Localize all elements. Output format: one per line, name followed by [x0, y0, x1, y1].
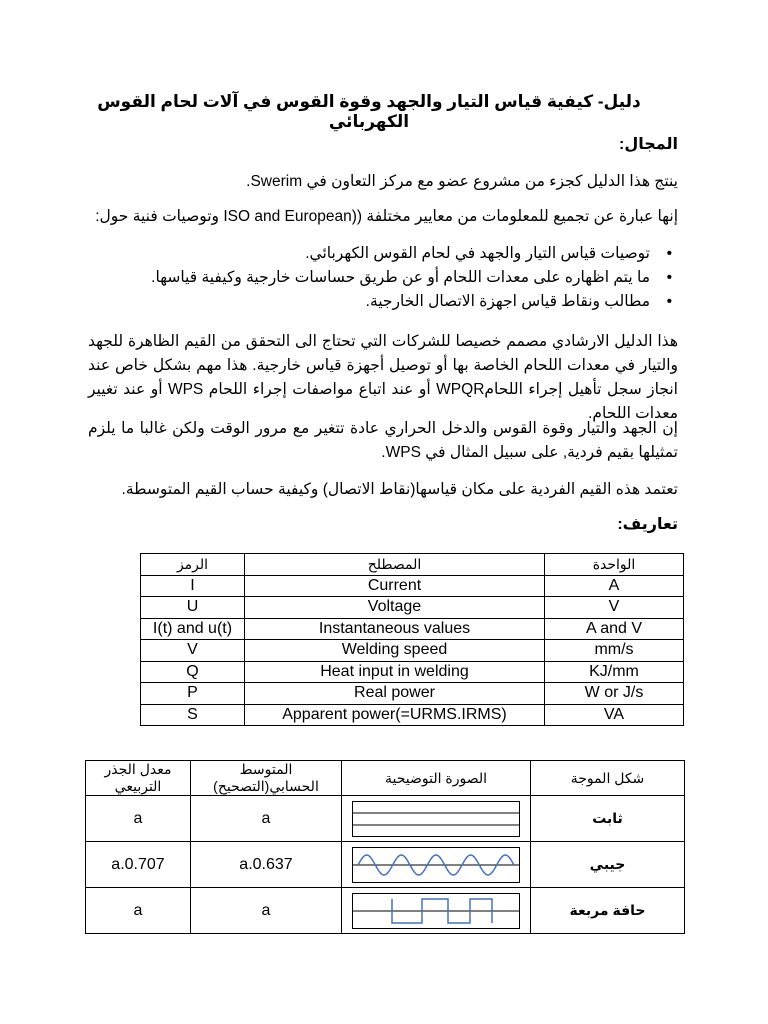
cell-picture	[342, 796, 531, 842]
cell-unit: W or J/s	[545, 683, 684, 705]
cell-rms: a.0.707	[86, 842, 191, 888]
table-row	[86, 888, 685, 934]
cell-rms: a	[86, 796, 191, 842]
paragraph-intro: ينتج هذا الدليل كجزء من مشروع عضو مع مركز التعاون في Swerim.	[246, 173, 678, 190]
cell-wave: جيبي	[531, 842, 685, 888]
table-header-row	[86, 761, 685, 796]
cell-average: a	[191, 888, 342, 934]
cell-term: Real power	[245, 683, 545, 705]
cell-term: Heat input in welding	[245, 661, 545, 683]
scope-heading: المجال:	[619, 136, 678, 153]
cell-term: Welding speed	[245, 640, 545, 662]
square-wave-icon	[352, 893, 520, 929]
constant-wave-icon	[352, 801, 520, 837]
definitions-table	[140, 553, 684, 726]
table-row	[141, 575, 684, 597]
cell-unit: mm/s	[545, 640, 684, 662]
header-symbol: الرمز	[141, 554, 245, 576]
cell-picture	[342, 842, 531, 888]
cell-symbol: I(t) and u(t)	[141, 618, 245, 640]
list-item: • توصيات قياس التيار والجهد في لحام القوس الكهربائي.	[150, 242, 678, 266]
definitions-heading: تعاريف:	[617, 516, 678, 533]
cell-term: Voltage	[245, 597, 545, 619]
cell-rms: a	[86, 888, 191, 934]
cell-symbol: U	[141, 597, 245, 619]
paragraph-purpose: هذا الدليل الارشادي مصمم خصيصا للشركات التي تحتاج الى التحقق من القيم الظاهرة للجهد والتيار في معدات اللحام الخاصة بها أو توصيل أجهزة قياس خارجية. هذا مهم بشكل خاص عند انجاز سجل تأهيل إجراء اللحامWPQR أو عند اتباع مواصفات إجراء اللحام WPS أو عند تغيير معدات اللحام.	[88, 333, 678, 422]
recommendations-list	[150, 242, 678, 314]
paragraph-sources: إنها عبارة عن تجميع للمعلومات من معايير مختلفة ((ISO and European وتوصيات فنية حول:	[95, 208, 678, 225]
sine-wave-icon	[352, 847, 520, 883]
table-row	[141, 683, 684, 705]
cell-picture	[342, 888, 531, 934]
table-row	[86, 842, 685, 888]
cell-term: Current	[245, 575, 545, 597]
page-title: دليل- كيفية قياس التيار والجهد وقوة القوس في آلات لحام القوس الكهربائي	[97, 92, 641, 131]
header-rms: معدل الجذر التربيعي	[86, 761, 191, 796]
cell-symbol: V	[141, 640, 245, 662]
waveform-table	[85, 760, 685, 934]
cell-unit: VA	[545, 704, 684, 726]
cell-unit: V	[545, 597, 684, 619]
cell-average: a.0.637	[191, 842, 342, 888]
cell-unit: A	[545, 575, 684, 597]
cell-wave: ثابت	[531, 796, 685, 842]
header-term: المصطلح	[245, 554, 545, 576]
header-average: المتوسط الحسابي(التصحيح)	[191, 761, 342, 796]
header-picture: الصورة التوضيحية	[342, 761, 531, 796]
paragraph-variation: إن الجهد والتيار وقوة القوس والدخل الحراري عادة تتغير مع مرور الوقت ولكن غالبا ما يلزم تمثيلها بقيم فردية, على سبيل المثال في WPS.	[88, 420, 678, 461]
cell-wave: حافة مربعة	[531, 888, 685, 934]
table-row	[141, 618, 684, 640]
cell-term: Apparent power(=URMS.IRMS)	[245, 704, 545, 726]
cell-average: a	[191, 796, 342, 842]
cell-term: Instantaneous values	[245, 618, 545, 640]
header-wave: شكل الموجة	[531, 761, 685, 796]
table-row	[86, 796, 685, 842]
table-row	[141, 704, 684, 726]
list-item: • ما يتم اظهاره على معدات اللحام أو عن طريق حساسات خارجية وكيفية قياسها.	[150, 266, 678, 290]
table-row	[141, 640, 684, 662]
cell-symbol: P	[141, 683, 245, 705]
cell-symbol: S	[141, 704, 245, 726]
table-row	[141, 661, 684, 683]
cell-symbol: I	[141, 575, 245, 597]
table-header-row	[141, 554, 684, 576]
cell-unit: KJ/mm	[545, 661, 684, 683]
paragraph-averaging: تعتمد هذه القيم الفردية على مكان قياسها(نقاط الاتصال) وكيفية حساب القيم المتوسطة.	[121, 481, 678, 498]
cell-unit: A and V	[545, 618, 684, 640]
header-unit: الواحدة	[545, 554, 684, 576]
table-row	[141, 597, 684, 619]
list-item: • مطالب ونقاط قياس اجهزة الاتصال الخارجية.	[150, 290, 678, 314]
cell-symbol: Q	[141, 661, 245, 683]
